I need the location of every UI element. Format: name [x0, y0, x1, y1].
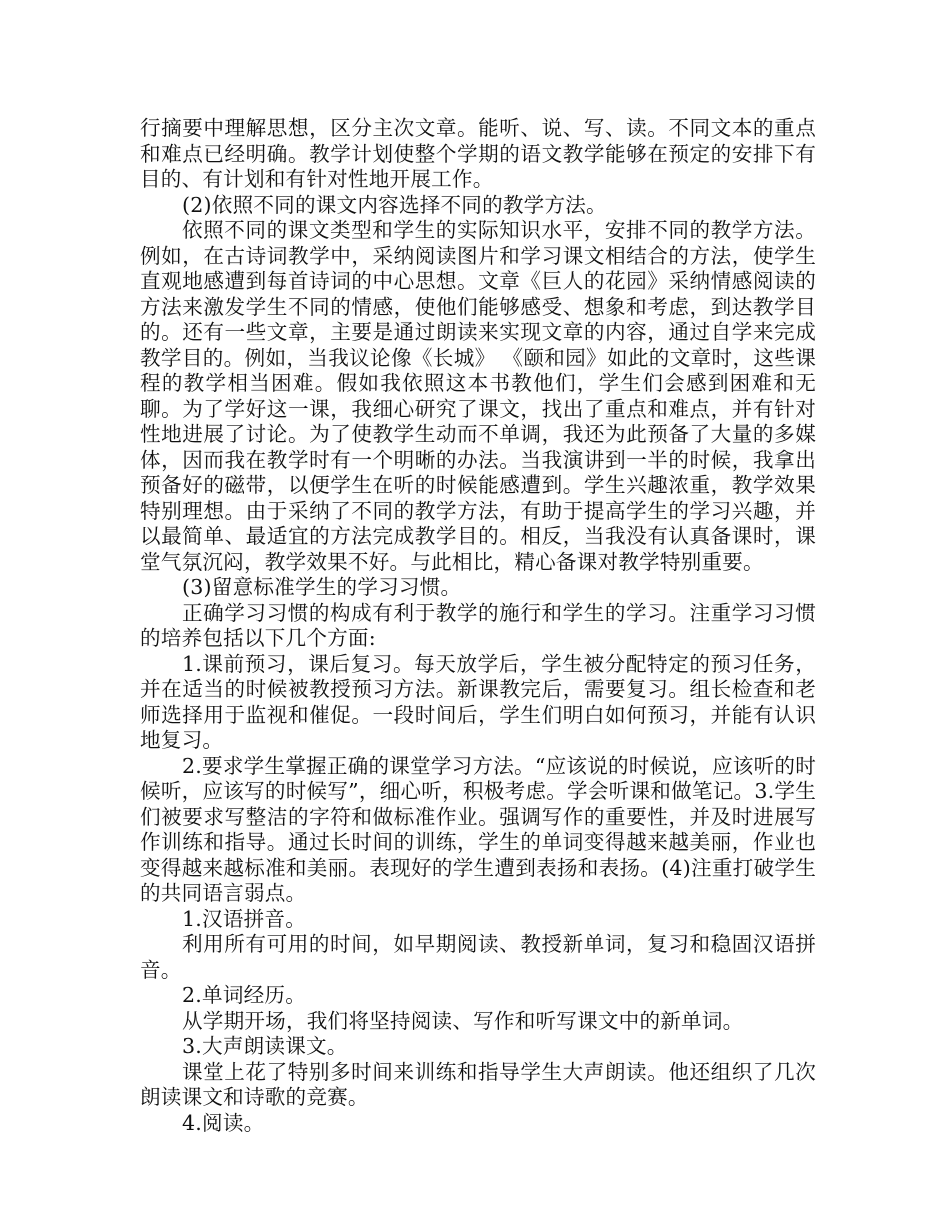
paragraph-8: 1.汉语拼音。 — [182, 906, 307, 931]
paragraph-11: 从学期开场，我们将坚持阅读、写作和听写课文中的新单词。 — [182, 1008, 744, 1033]
paragraph-4-heading: (3)留意标准学生的学习习惯。 — [182, 575, 462, 599]
paragraph-5: 正确学习习惯的构成有利于教学的施行和学生的学习。注重学习习惯的培养包括以下几个方面: — [140, 600, 816, 650]
paragraph-6: 1.课前预习，课后复习。每天放学后，学生被分配特定的预习任务，并在适当的时候被教授预习方法。新课教完后，需要复习。组长检查和老师选择用于监视和催促。一段时间后，学生们明白如何预习，并能有认识地复习。 — [140, 651, 816, 752]
document-body — [140, 116, 816, 1136]
paragraph-7: 2.要求学生掌握正确的课堂学习方法。“应该说的时候说，应该听的时候听，应该写的时候写”，细心听，积极考虑。学会听课和做笔记。3.学生们被要求写整洁的字符和做标准作业。强调写作的重要性，并及时进展写作训练和指导。通过长时间的训练，学生的单词变得越来越美丽，作业也变得越来越标准和美丽。表现好的学生遭到表扬和表扬。(4)注重打破学生的共同语言弱点。 — [140, 753, 816, 905]
paragraph-2-heading: (2)依照不同的课文内容选择不同的教学方法。 — [182, 192, 607, 217]
paragraph-14: 4.阅读。 — [182, 1110, 265, 1135]
paragraph-13: 课堂上花了特别多时间来训练和指导学生大声朗读。他还组织了几次朗读课文和诗歌的竞赛。 — [140, 1059, 816, 1109]
paragraph-1: 行摘要中理解思想，区分主次文章。能听、说、写、读。不同文本的重点和难点已经明确。教学计划使整个学期的语文教学能够在预定的安排下有目的、有计划和有针对性地开展工作。 — [140, 116, 816, 191]
paragraph-10: 2.单词经历。 — [182, 983, 307, 1007]
paragraph-9: 利用所有可用的时间，如早期阅读、教授新单词，复习和稳固汉语拼音。 — [140, 932, 816, 982]
paragraph-12: 3.大声朗读课文。 — [182, 1034, 348, 1058]
paragraph-3: 依照不同的课文类型和学生的实际知识水平，安排不同的教学方法。例如，在古诗词教学中，采纳阅读图片和学习课文相结合的方法，使学生直观地感遭到每首诗词的中心思想。文章《巨人的花园》采纳情感阅读的方法来激发学生不同的情感，使他们能够感受、想象和考虑，到达教学目的。还有一些文章，主要是通过朗读来实现文章的内容，通过自学来完成教学目的。例如，当我议论像《长城》 《颐和园》如此的文章时，这些课程的教学相当困难。假如我依照这本书教他们，学生们会感到困难和无聊。为了学好这一课，我细心研究了课文，找出了重点和难点，并有针对性地进展了讨论。为了使教学生动而不单调，我还为此预备了大量的多媒体，因而我在教学时有一个明晰的办法。当我演讲到一半的时候，我拿出预备好的磁带，以便学生在听的时候能感遭到。学生兴趣浓重，教学效果特别理想。由于采纳了不同的教学方法，有助于提高学生的学习兴趣，并以最简单、最适宜的方法完成教学目的。相反，当我没有认真备课时，课堂气氛沉闷，教学效果不好。与此相比，精心备课对教学特别重要。 — [140, 218, 816, 574]
